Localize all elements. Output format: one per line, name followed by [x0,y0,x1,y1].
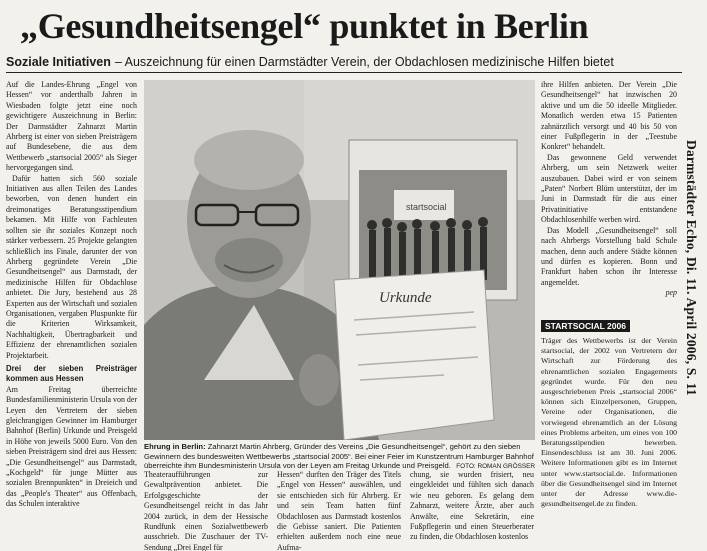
paragraph: Das gewonnene Geld verwendet Ahrberg, um sein Netzwerk weiter auszubauen. Dabei wird er von seinem „Paten“ Norbert Blüm unterstützt, der im Juni in Darmstadt für die aus einer Privatinitiative entstandene Obdachlosenhilfe werben wird. [541,152,677,225]
source-line [686,140,700,540]
article-column-3 [277,470,401,551]
photo-illustration [144,80,535,440]
paragraph: ihre Hilfen anbieten. Der Verein „Die Gesundheitsengel“ hat inzwischen 20 aktive und um die 50 ideelle Mitglieder. Monatlich werden etwa 15 Patienten zahnärztlich versorgt und 40 bis 50 von einer Fußpflegerin in der „Teestube Konkret“ behandelt. [541,80,677,152]
article-column-5 [541,80,677,308]
caption-text: Zahnarzt Martin Ahrberg, Gründer des Vereins „Die Gesundheitsengel“, gehört zu den sieben Gewinnern des bundesweiten Wettbewerbs „startsocial 2005“. Bei einer Feier im Kunstzentrum Hamburger Bahnhof überreichte ihm Bundesministerin Ursula von der Leyen am Freitag Urkunde und Preisgeld. [144,442,534,471]
subhead: Drei der sieben Preisträger kommen aus Hessen [6,363,137,384]
article-column-1 [6,80,137,550]
author-signature: pep [665,288,677,298]
paragraph: Träger des Wettbewerbs ist der Verein startsocial, der 2002 von Vertretern der Wirtschaft zur Förderung des ehrenamtlichen sozialen Engagements gegründet wurde. Für den neu ausgeschriebenen Preis „startsocial 2006“ können sich Einzelpersonen, Gruppen, Vereine oder Organisationen, die vorwiegend ehrenamtlich an der Lösung eines Problems arbeiten, um eines von 100 Beratungsstipendien bewerben. Einsendeschluss ist am 30. Juni 2006. Weitere Informationen gibt es im Internet unter www.startsocial.de. Informationen über die Gesundheitsengel sind im Internet unter der Adresse www.die-gesundheitsengel.de zu finden. [541,336,677,509]
subline: – Auszeichnung für einen Darmstädter Verein, der Obdachlosen medizinische Hilfen bietet [114,55,614,69]
photo-credit: FOTO: ROMAN GRÖSSER [456,463,535,471]
caption-lead: Ehrung in Berlin: [144,442,206,451]
screen-logo: startsocial [406,202,447,212]
paragraph: Am Freitag überreichte Bundesfamilienministerin Ursula von der Leyen den Vertretern der sieben gleichrangigen Gewinner im Hamburger Bahnhof (Berlin) Urkunde und Preisgeld in Höhe von jeweils 5000 Euro. Von den sieben Preisträgern sind drei aus Hessen: „Die Gesundheitsengel“ aus Darmstadt, „Kochgeld“ für junge Mütter aus sozialen Brennpunkten“ in Dreieich und das „People's Theater“ aus Offenbach, das Schulen interaktive [6,384,137,509]
paragraph: chung, sie wurden frisiert, neu eingekleidet und fühlten sich danach wie neu geboren. Es gelang dem Zahnarzt, weitere Ärzte, aber auch Anwälte, eine Sekretärin, eine Fußpflegerin und einen Steuerberater zu finden, die Obdachlosen kostenlos [410,470,534,542]
photo-caption [144,442,535,472]
info-box-text [541,336,677,509]
paragraph: Das Modell „Gesundheitsengel“ soll nach Ahrbergs Vorstellung bald Schule machen, denn auch andere Städte können und dürfen es kopieren. Bonn und Frankfurt haben schon ihr Interesse angemeldet. [541,225,677,287]
subheadline-row [6,54,682,70]
article-column-2 [144,470,268,551]
paragraph: Dafür hatten sich 560 soziale Initiativen aus allen Teilen des Landes beworben, von denen hundert ein dreimonatiges Beratungsstipendium bekamen. Mit Hilfe von Fachleuten sollten sie ihr soziales Konzept noch stärker verbessern. 25 Projekte gelangten schließlich ins Finale, darunter der von Ahrberg gegründete Verein „Die Gesundheitsengel“ aus Darmstadt, der medizinische Hilfen für Obdachlose anbietet. Die Jury, bestehend aus 28 Experten aus der Wirtschaft und sozialen Organisationen, vergaben Pluspunkte für die Kriterien Wirksamkeit, Nachhaltigkeit, Übertragbarkeit und Effizienz der ehrenamtlichen sozialen Projektarbeit. [6,173,137,360]
paragraph: Theateraufführungen zur Gewaltprävention anbietet. Die Erfolgsgeschichte der Gesundheitsengel reicht in das Jahr 2004 zurück, in dem der Hessische Rundfunk einen Sozialwettbewerb ausschrieb. Die Zuschauer der TV-Sendung „Drei Engel für [144,470,268,551]
header-rule [6,72,682,73]
headline: „Gesundheitsengel“ punktet in Berlin [20,6,589,46]
paragraph: Hessen“ durften den Träger des Titels „Engel von Hessen“ auswählen, und sie entschieden sich für Ahrberg. Er und sein Team hatten fünf Obdachlosen aus Darmstadt kostenlos die Gebisse saniert. Die Patienten erhielten außerdem noch eine neue Aufma- [277,470,401,551]
certificate-title: Urkunde [379,290,432,306]
kicker: Soziale Initiativen [6,55,111,69]
paragraph: Auf die Landes-Ehrung „Engel von Hessen“ vor anderthalb Jahren in Wiesbaden folgte jetzt eine noch gewichtigere Auszeichnung in Berlin: Der Darmstädter Zahnarzt Martin Ahrberg ist einer von sieben Preisträgern auf Bundesebene, die aus dem Wettbewerb „startsocial 2005“ als Sieger hervorgegangen sind. [6,80,137,173]
article-photo [144,80,535,440]
info-box-title: STARTSOCIAL 2006 [541,320,630,332]
info-box [541,316,677,551]
source-text: Darmstädter Echo, Di. 11. April 2006, S. 11 [684,140,699,396]
article-column-4 [410,470,534,551]
